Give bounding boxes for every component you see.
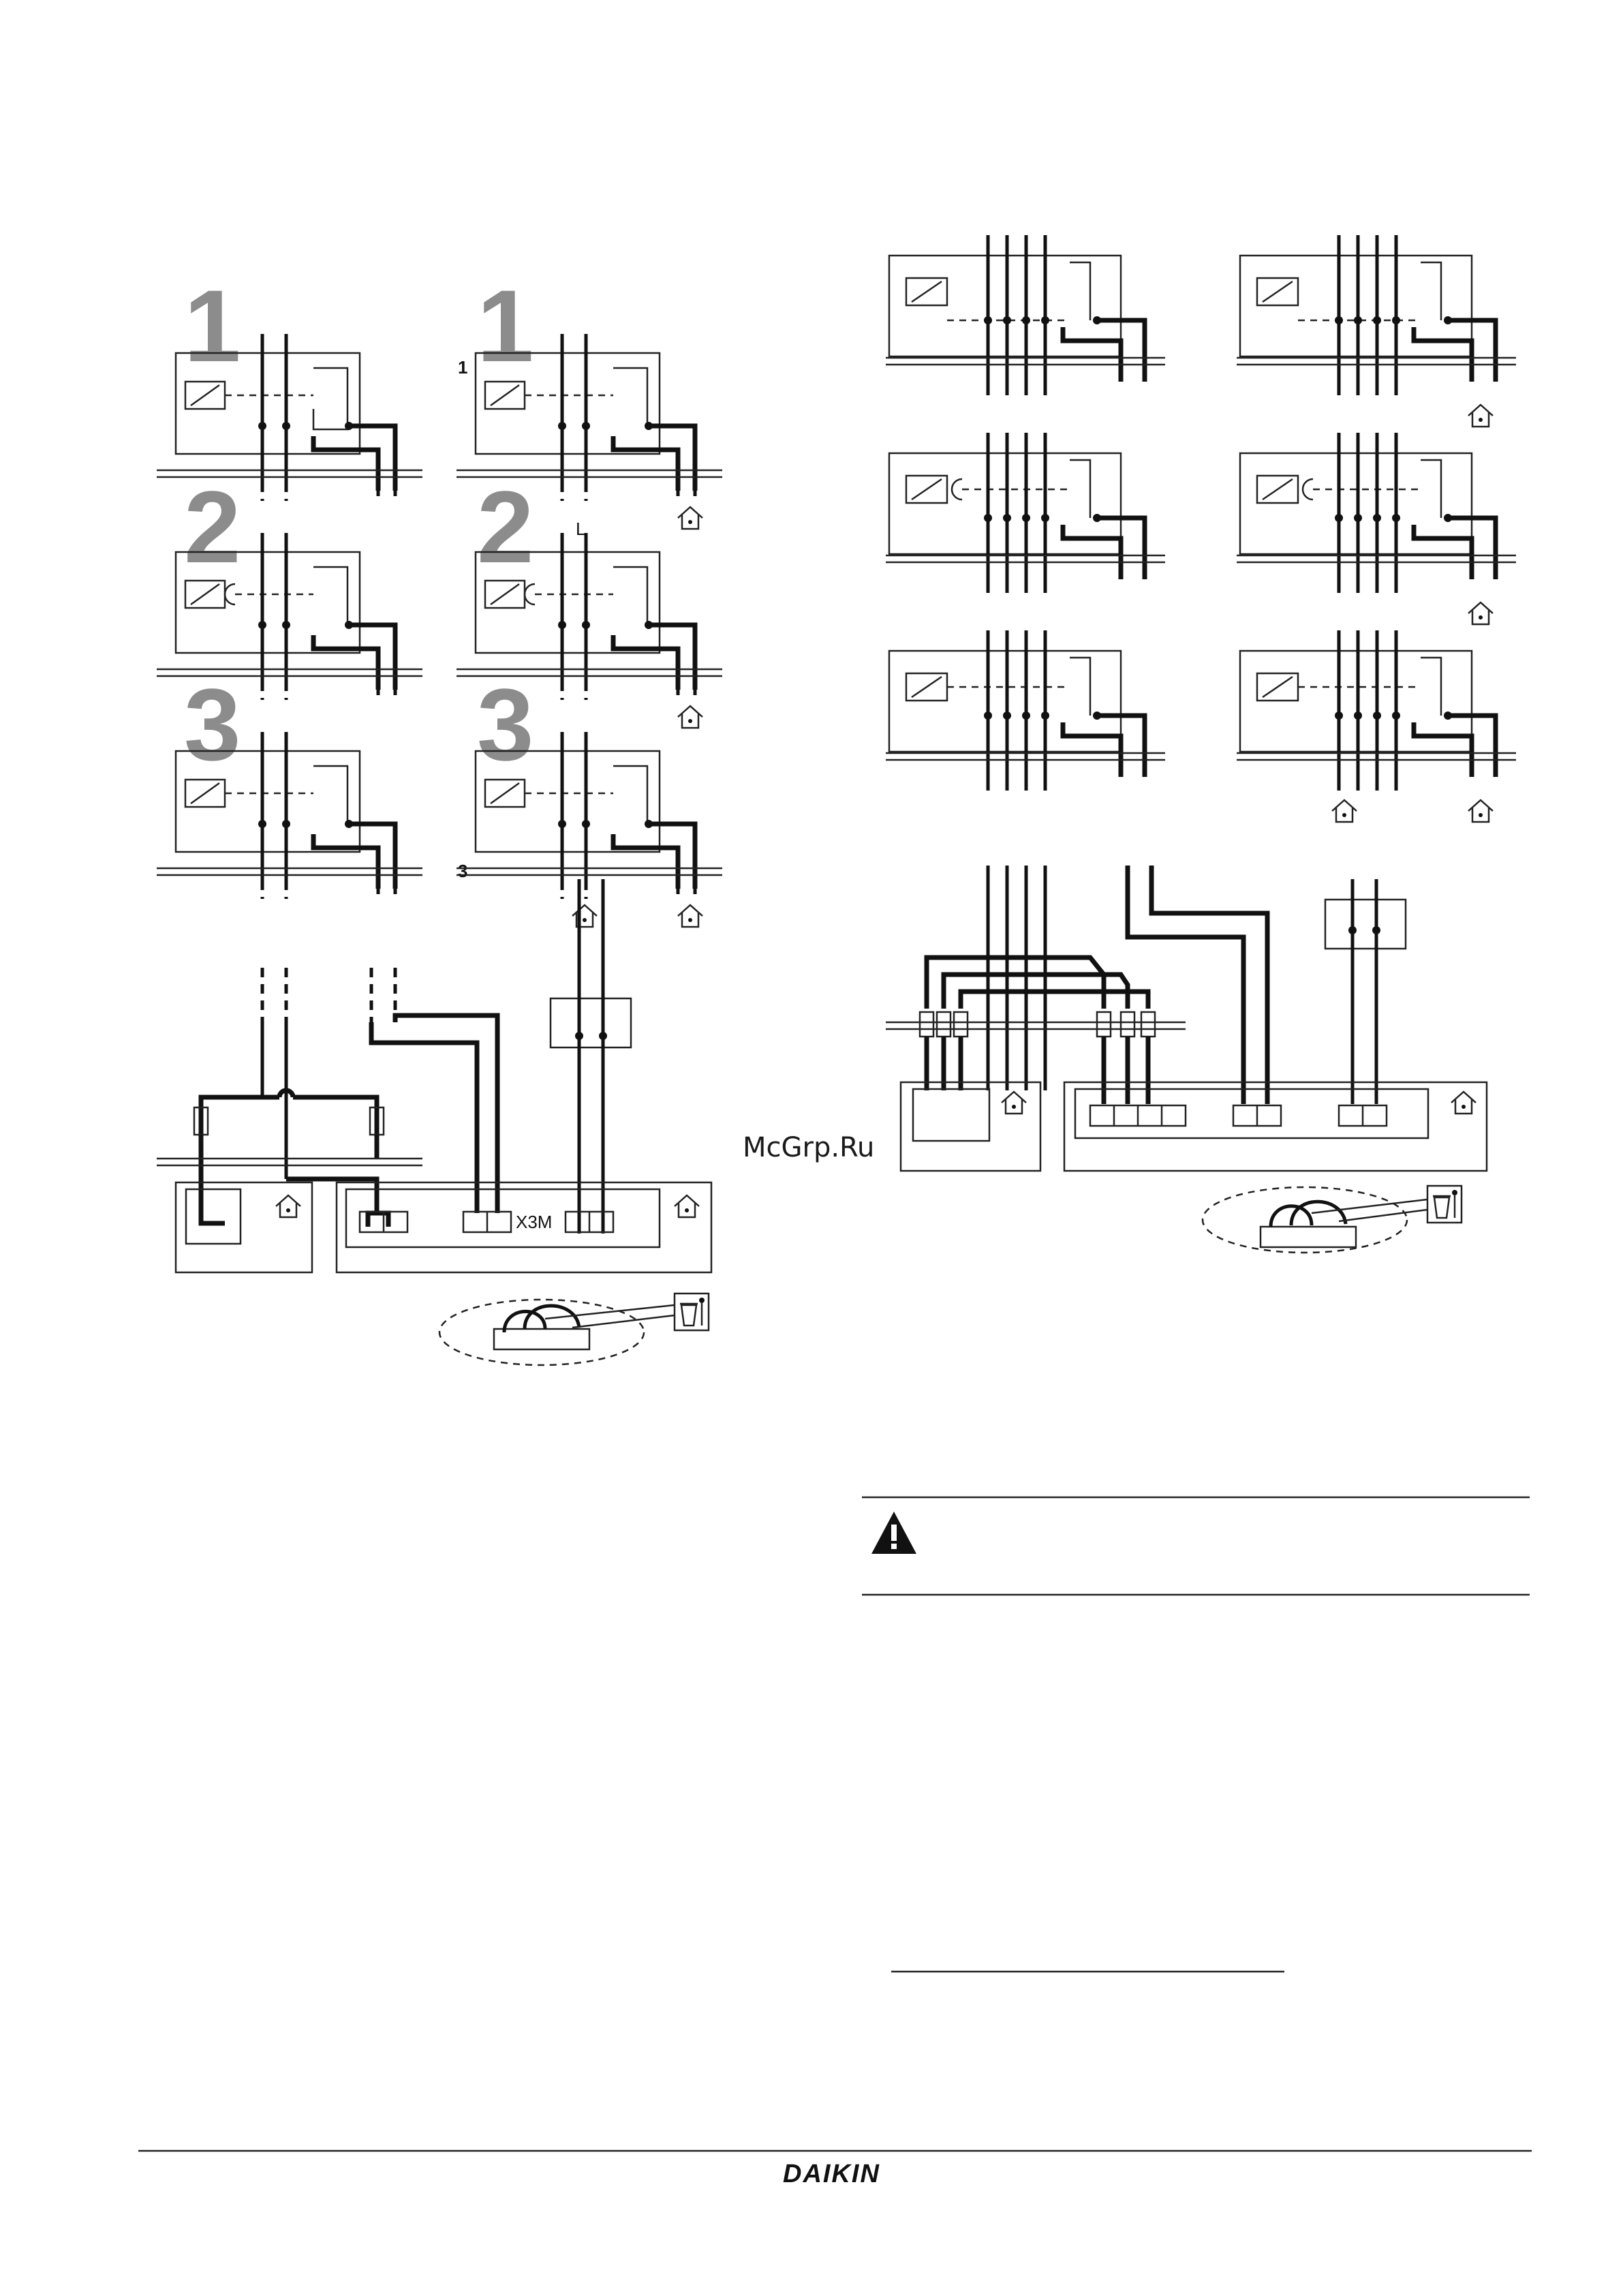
right-step-diagrams: [886, 235, 1516, 822]
right-wiring-diagram: [886, 866, 1487, 1253]
home-icon: [678, 905, 702, 927]
breaker-r6: [1237, 630, 1516, 822]
left-wiring-diagram: [157, 879, 711, 1365]
home-icon: [572, 905, 597, 927]
breaker-r1: [886, 235, 1165, 395]
home-icon: [1468, 602, 1493, 624]
home-icon: [1002, 1092, 1026, 1114]
breaker-r3: [886, 433, 1165, 593]
footer-brand-logo: DAIKIN: [783, 2160, 880, 2188]
callout-3: 3: [458, 861, 468, 881]
dustbin-icon: [675, 1294, 709, 1330]
dustbin-icon: [1427, 1186, 1462, 1223]
breaker-r5: [886, 630, 1165, 791]
left-step-diagrams: [157, 269, 722, 927]
watermark: McGrp.Ru: [743, 1132, 875, 1163]
home-icon: [1468, 800, 1493, 822]
breaker-r2: [1237, 235, 1516, 427]
callout-l: L: [576, 519, 586, 539]
warning-triangle-icon: [871, 1512, 916, 1554]
terminal-label-x3m: X3M: [516, 1212, 553, 1232]
warning-box: [862, 1497, 1530, 1595]
step-number-2-right: 2: [477, 470, 534, 584]
home-icon: [1451, 1092, 1476, 1114]
step-number-3-left: 3: [184, 667, 241, 782]
home-icon: [1468, 405, 1493, 427]
step-number-1-right: 1: [477, 269, 534, 383]
step-number-3-right: 3: [477, 667, 534, 782]
breaker-r4: [1237, 433, 1516, 624]
home-icon: [678, 507, 702, 529]
home-icon: [678, 706, 702, 728]
step-number-2-left: 2: [184, 470, 241, 584]
callout-1: 1: [458, 357, 468, 378]
home-icon: [1332, 800, 1357, 822]
home-icon: [675, 1195, 699, 1217]
home-icon: [276, 1195, 300, 1217]
step-number-1-left: 1: [184, 269, 241, 383]
